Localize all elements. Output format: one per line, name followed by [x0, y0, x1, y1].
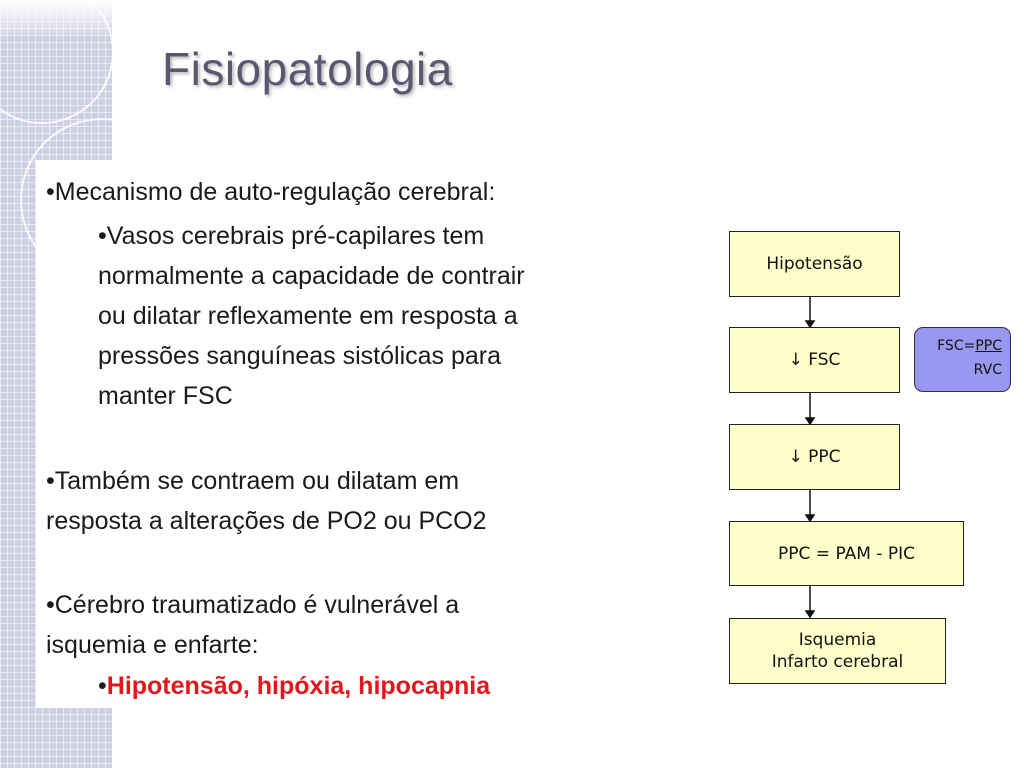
sub-bullet-line: manter FSC — [98, 382, 233, 410]
bullet-marker: • — [98, 672, 107, 700]
bullet-line: •Também se contraem ou dilatam em — [46, 467, 460, 495]
formula-numerator — [937, 338, 1002, 354]
flow-box-label: ↓ FSC — [788, 350, 841, 370]
flow-box-label: PPC = PAM - PIC — [778, 543, 915, 564]
flow-box-label: Isquemia — [798, 630, 877, 650]
flow-box-label: ↓ PPC — [788, 447, 841, 467]
bullet-autoregulation: •Mecanismo de auto-regulação cerebral: — [46, 178, 496, 206]
highlight-bullet — [98, 666, 490, 706]
flow-arrowhead-4 — [806, 611, 814, 617]
flow-box-ischemia — [729, 618, 946, 684]
flow-box-label: Hipotensão — [766, 254, 863, 274]
sub-bullet-line: normalmente a capacidade de contrair — [98, 262, 525, 290]
formula-box — [914, 327, 1011, 392]
bullet-line: isquemia e enfarte: — [46, 631, 259, 659]
slide-title: Fisiopatologia — [162, 43, 453, 95]
highlight-text: Hipotensão, hipóxia, hipocapnia — [106, 672, 491, 700]
formula-denominator: RVC — [973, 362, 1002, 378]
flow-box-ppc-formula — [729, 521, 964, 586]
flow-arrowhead-2 — [806, 418, 814, 424]
formula-lhs: FSC= — [937, 338, 976, 354]
decorative-fade — [0, 0, 112, 40]
sub-bullet-line: •Vasos cerebrais pré-capilares tem — [98, 222, 485, 250]
flow-arrowhead-1 — [806, 321, 814, 327]
flow-box-hypotension — [729, 231, 900, 297]
flow-box-label: Infarto cerebral — [771, 652, 904, 672]
sub-bullet-line: pressões sanguíneas sistólicas para — [98, 342, 502, 370]
sub-bullet-line: ou dilatar reflexamente em resposta a — [98, 302, 518, 330]
bullet-line: resposta a alterações de PO2 ou PCO2 — [46, 507, 487, 535]
bullet-line: •Cérebro traumatizado é vulnerável a — [46, 591, 460, 619]
flow-arrowhead-3 — [806, 515, 814, 521]
flow-arrows — [800, 295, 820, 625]
formula-numerator-text: PPC — [975, 338, 1002, 354]
